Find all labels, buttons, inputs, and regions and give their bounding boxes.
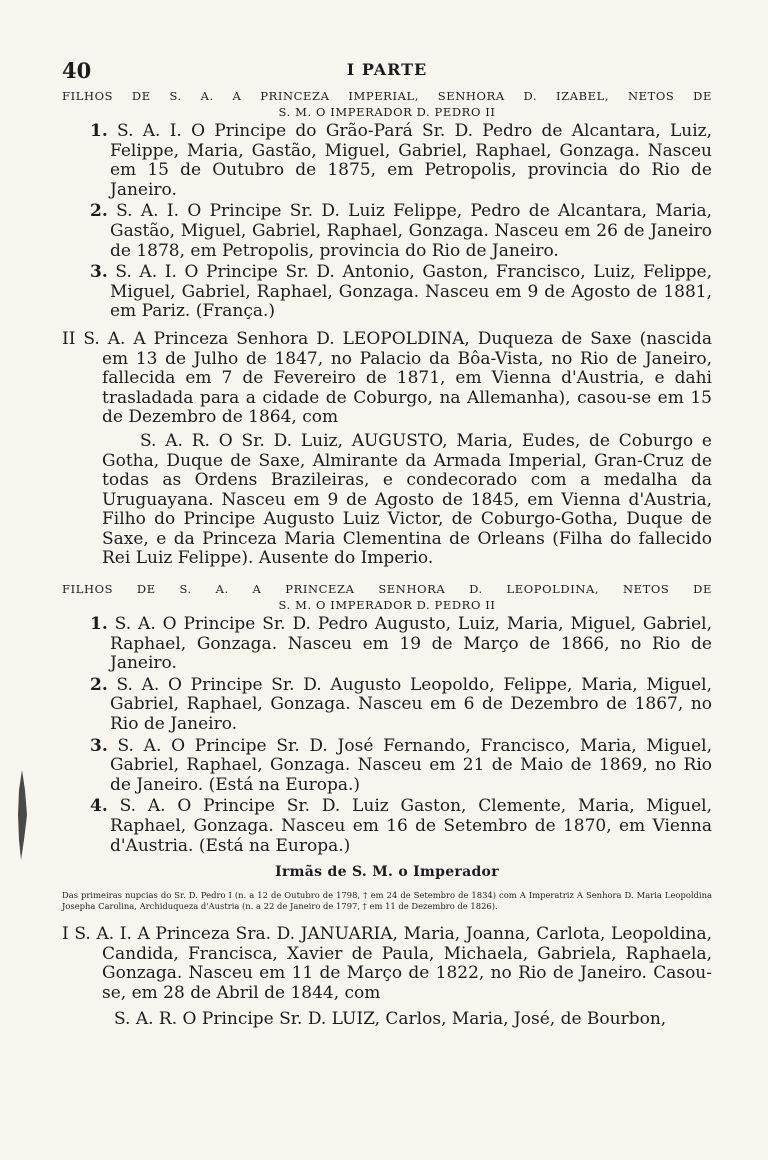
list-item bbox=[62, 202, 712, 261]
page-number: 40 bbox=[62, 58, 92, 83]
item-number: 3. bbox=[90, 262, 108, 283]
children-leopoldina-list bbox=[62, 615, 712, 856]
list-item bbox=[62, 122, 712, 200]
item-number: 2. bbox=[90, 674, 108, 695]
section-heading-leopoldina bbox=[62, 581, 712, 613]
entry-number: II bbox=[62, 328, 76, 349]
section-heading-line: FILHOS DE S. A. A PRINCEZA SENHORA D. LEOPOLDINA, NETOS DE bbox=[62, 582, 712, 597]
list-item bbox=[62, 797, 712, 856]
children-izabel-list bbox=[62, 122, 712, 322]
page-content bbox=[62, 88, 712, 1029]
list-item bbox=[62, 676, 712, 735]
entry-text: S. A. I. A Princeza Sra. D. JANUARIA, Maria, Joanna, Carlota, Leopoldina, Candida, Francisca, Xavier de Paula, Michaela, Gabriela, Raphaela, Gonzaga. Nasceu em 11 de Março de 1822, no Rio de Janeiro. Casou-se, em 28 de Abril de 1844, com bbox=[74, 924, 713, 1003]
item-number: 2. bbox=[90, 201, 108, 222]
item-text: S. A. O Principe Sr. D. Augusto Leopoldo, Felippe, Maria, Miguel, Gabriel, Raphael, Gonzaga. Nasceu em 6 de Dezembro de 1867, no Rio de Janeiro. bbox=[110, 674, 712, 735]
binding-mark-icon bbox=[14, 770, 30, 860]
item-text: S. A. O Principe Sr. D. Pedro Augusto, Luiz, Maria, Miguel, Gabriel, Raphael, Gonzaga. Nasceu em 19 de Março de 1866, no Rio de Janeiro. bbox=[110, 614, 712, 674]
item-text: S. A. O Principe Sr. D. Luiz Gaston, Clemente, Maria, Miguel, Raphael, Gonzaga. Nasceu em 16 de Setembro de 1870, em Vienna d'Austria. (Está na Europa.) bbox=[110, 796, 713, 856]
entry-leopoldina bbox=[62, 330, 712, 428]
entry-januaria-spouse: S. A. R. O Principe Sr. D. LUIZ, Carlos, Maria, José, de Bourbon, bbox=[114, 1008, 667, 1029]
list-item bbox=[62, 615, 712, 674]
entry-leopoldina-spouse: S. A. R. O Sr. D. Luiz, AUGUSTO, Maria, Eudes, de Coburgo e Gotha, Duque de Saxe, Almirante da Armada Imperial, Gran-Cruz de todas as Ordens Brazileiras, e condecorado com a medalha da Uruguayana. Nasceu em 9 de Agosto de 1845, em Vienna d'Austria, Filho do Principe Augusto Luiz Victor, de Coburgo-Gotha, Duque de Saxe, e da Princeza Maria Clementina de Orleans (Filha do fallecido Rei Luiz Felippe). Ausente do Imperio. bbox=[102, 430, 712, 569]
item-number: 3. bbox=[90, 735, 108, 756]
section-heading-line: S. M. O IMPERADOR D. PEDRO II bbox=[278, 598, 496, 613]
list-item bbox=[62, 263, 712, 322]
entry-januaria bbox=[62, 925, 712, 1003]
section-heading-line: FILHOS DE S. A. A PRINCEZA IMPERIAL, SENHORA D. IZABEL, NETOS DE bbox=[62, 89, 712, 103]
entry-text: S. A. A Princeza Senhora D. LEOPOLDINA, Duqueza de Saxe (nascida em 13 de Julho de 1847, no Palacio da Bôa-Vista, no Rio de Janeiro, fallecida em 7 de Fevereiro de 1871, em Vienna d'Austria, e dahi trasladada para a cidade de Coburgo, na Allemanha), casou-se em 15 de Dezembro de 1864, com bbox=[83, 328, 712, 428]
item-number: 4. bbox=[90, 796, 108, 817]
item-text: S. A. I. O Principe Sr. D. Luiz Felippe, Pedro de Alcantara, Maria, Gastão, Miguel, Gabriel, Raphael, Gonzaga. Nasceu em 26 de Janeiro de 1878, em Petropolis, provincia do Rio de Janeiro. bbox=[110, 201, 713, 261]
item-text: S. A. I. O Principe Sr. D. Antonio, Gaston, Francisco, Luiz, Felippe, Miguel, Gabriel, Raphael, Gonzaga. Nasceu em 9 de Agosto de 1881, em Pariz. (França.) bbox=[110, 262, 712, 322]
footnote: Das primeiras nupcias do Sr. D. Pedro I (n. a 12 de Outubro de 1798, † em 24 de Setembro de 1834) com A Imperatriz A Senhora D. Maria Leopoldina Josepha Carolina, Archiduqueza d'Austria (n. a 22 de Janeiro de 1797, † em 11 de Dezembro de 1826). bbox=[62, 890, 712, 911]
page-header bbox=[62, 58, 712, 82]
item-text: S. A. I. O Principe do Grão-Pará Sr. D. Pedro de Alcantara, Luiz, Felippe, Maria, Gastão, Miguel, Gabriel, Raphael, Gonzaga. Nasceu em 15 de Outubro de 1875, em Petropolis, provincia do Rio de Janeiro. bbox=[110, 121, 712, 200]
section-heading-line: S. M. O IMPERADOR D. PEDRO II bbox=[278, 105, 496, 119]
entry-number: I bbox=[62, 924, 69, 945]
section-heading-izabel bbox=[62, 88, 712, 120]
running-title: I PARTE bbox=[346, 60, 428, 79]
list-item bbox=[62, 737, 712, 796]
item-text: S. A. O Principe Sr. D. José Fernando, Francisco, Maria, Miguel, Gabriel, Raphael, Gonzaga. Nasceu em 21 de Maio de 1869, no Rio de Janeiro. (Está na Europa.) bbox=[110, 735, 713, 795]
item-number: 1. bbox=[90, 121, 108, 141]
item-number: 1. bbox=[90, 614, 108, 635]
section-heading-irmas: Irmãs de S. M. o Imperador bbox=[275, 864, 499, 881]
